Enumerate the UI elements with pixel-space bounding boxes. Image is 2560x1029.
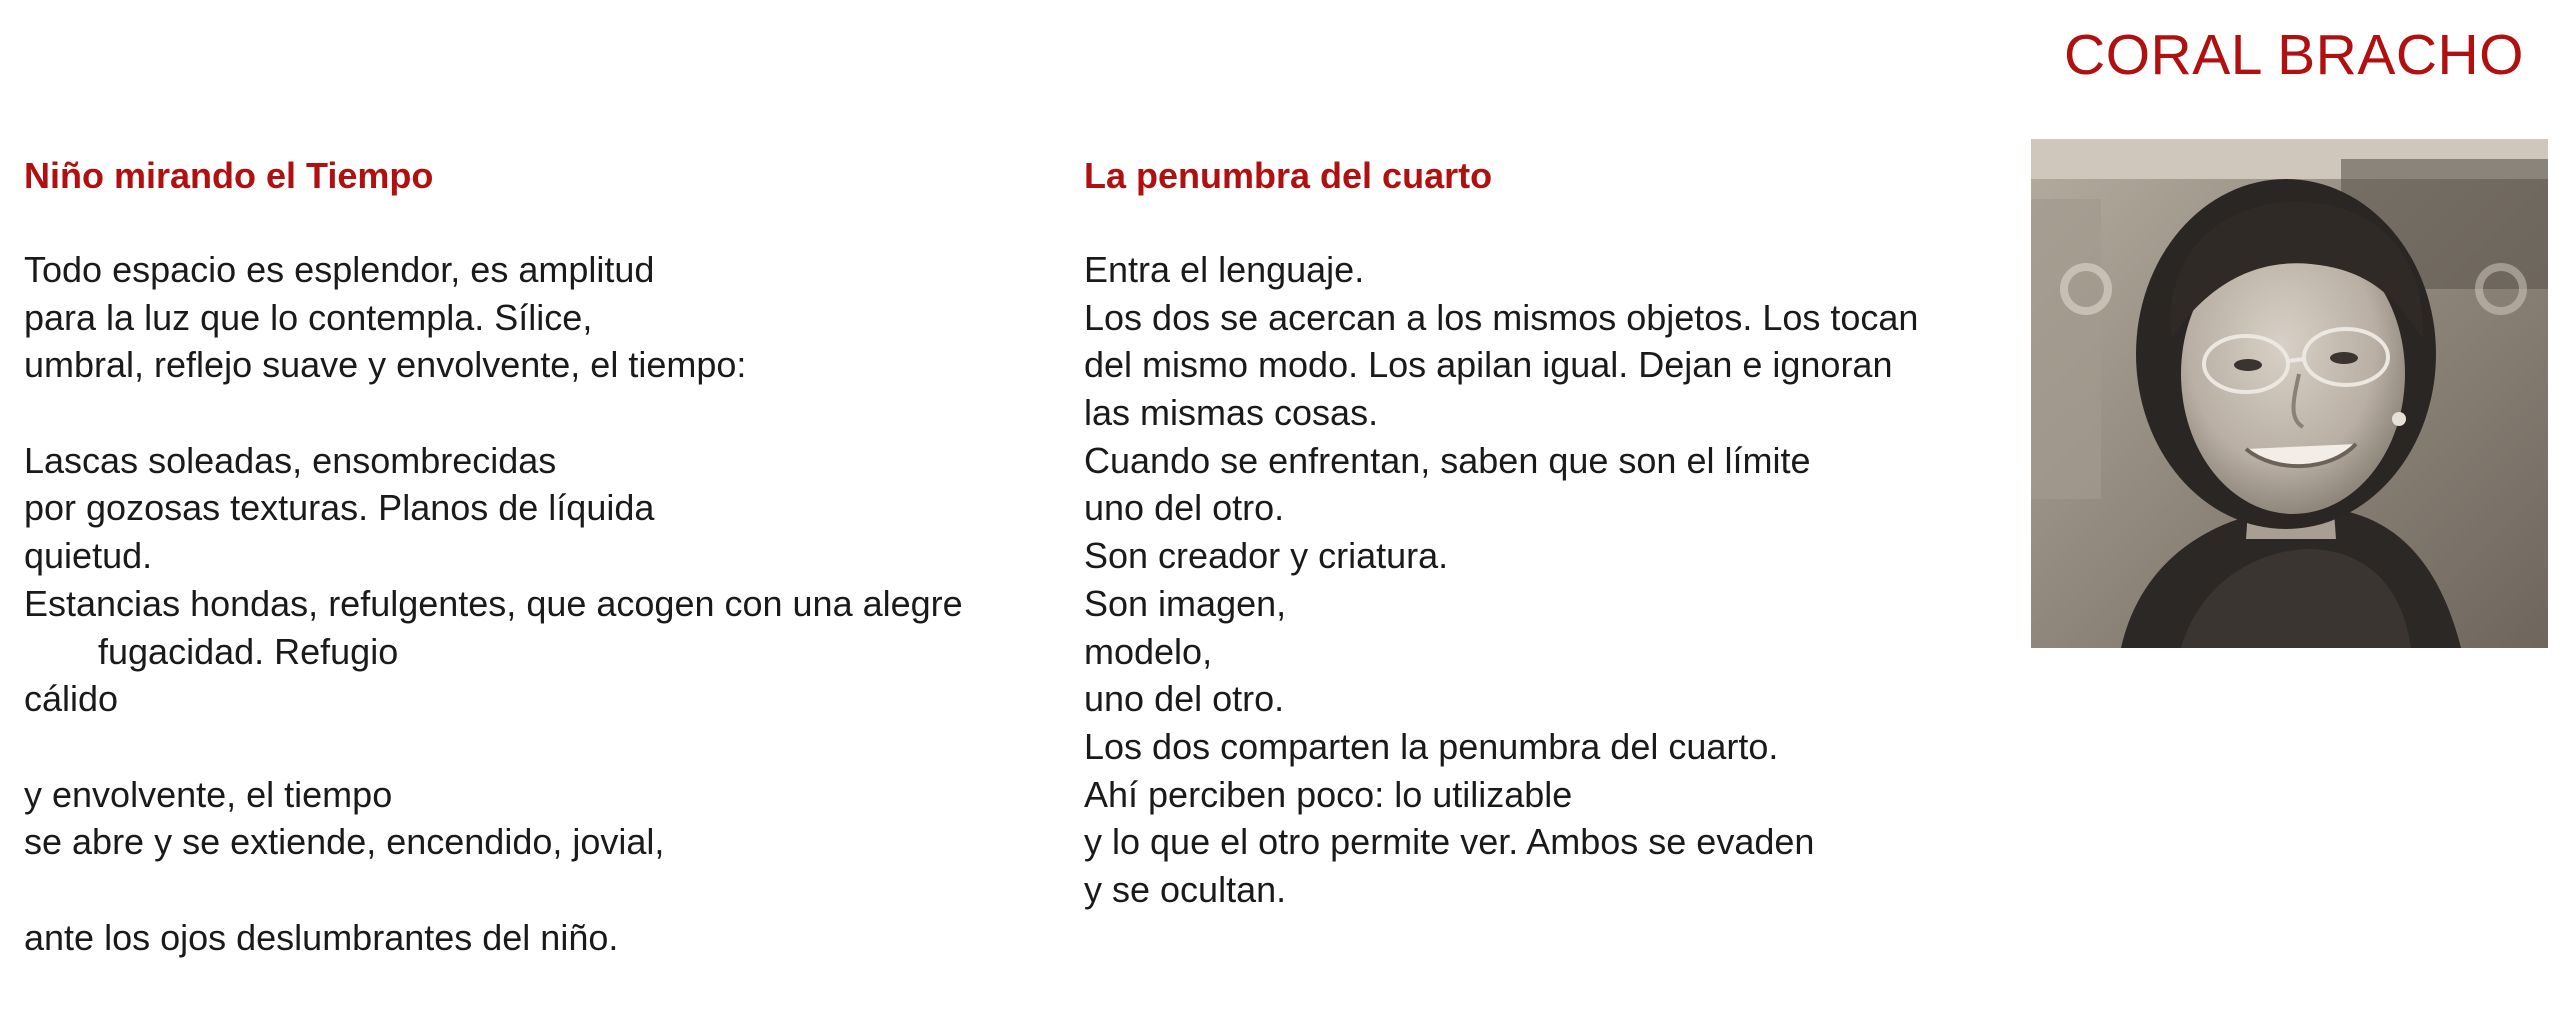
poem-body (24, 246, 1074, 961)
poem-line: Son imagen, (1084, 582, 1287, 624)
poem-line: umbral, reflejo suave y envolvente, el tiempo: (24, 344, 747, 386)
poem-line: quietud. (24, 535, 153, 577)
poem-line: ante los ojos deslumbrantes del niño. (24, 916, 619, 958)
poem-line: y se ocultan. (1084, 868, 1287, 910)
poem-line: Ahí perciben poco: lo utilizable (1084, 773, 1573, 815)
poem-line: uno del otro. (1084, 678, 1285, 720)
stanza-break (24, 723, 1074, 771)
poem-line: uno del otro. (1084, 487, 1285, 529)
poem-line: Lascas soleadas, ensombrecidas (24, 439, 557, 481)
poem-title: La penumbra del cuarto (1084, 155, 1493, 196)
poem-line: Son creador y criatura. (1084, 535, 1449, 577)
poem-line: y envolvente, el tiempo (24, 773, 393, 815)
stanza-break (24, 389, 1074, 437)
poem-title: Niño mirando el Tiempo (24, 155, 434, 196)
poem-line: se abre y se extiende, encendido, jovial, (24, 821, 665, 863)
poem-line: del mismo modo. Los apilan igual. Dejan e ignoran (1084, 344, 1893, 386)
poem-line: Estancias hondas, refulgentes, que acogen con una alegre (24, 582, 963, 624)
poem-left (24, 152, 1074, 961)
poem-line: y lo que el otro permite ver. Ambos se evaden (1084, 821, 1815, 863)
poem-line: Entra el lenguaje. (1084, 249, 1365, 290)
poem-line: por gozosas texturas. Planos de líquida (24, 487, 655, 529)
poem-line: Los dos se acercan a los mismos objetos. Los tocan (1084, 296, 1919, 338)
stanza-break (24, 866, 1074, 914)
poem-line: fugacidad. Refugio (98, 630, 399, 672)
poem-right (1084, 152, 2004, 914)
poem-line: Todo espacio es esplendor, es amplitud (24, 249, 655, 290)
poem-line: cálido (24, 678, 119, 720)
poem-line: las mismas cosas. (1084, 392, 1379, 434)
author-portrait (2031, 139, 2548, 648)
poem-line: para la luz que lo contempla. Sílice, (24, 296, 593, 338)
poem-line: modelo, (1084, 630, 1213, 672)
author-name: CORAL BRACHO (2064, 23, 2524, 87)
poem-body (1084, 246, 2004, 914)
portrait-photo-icon (2031, 139, 2548, 648)
poem-line: Los dos comparten la penumbra del cuarto. (1084, 725, 1779, 767)
poem-line: Cuando se enfrentan, saben que son el límite (1084, 439, 1811, 481)
